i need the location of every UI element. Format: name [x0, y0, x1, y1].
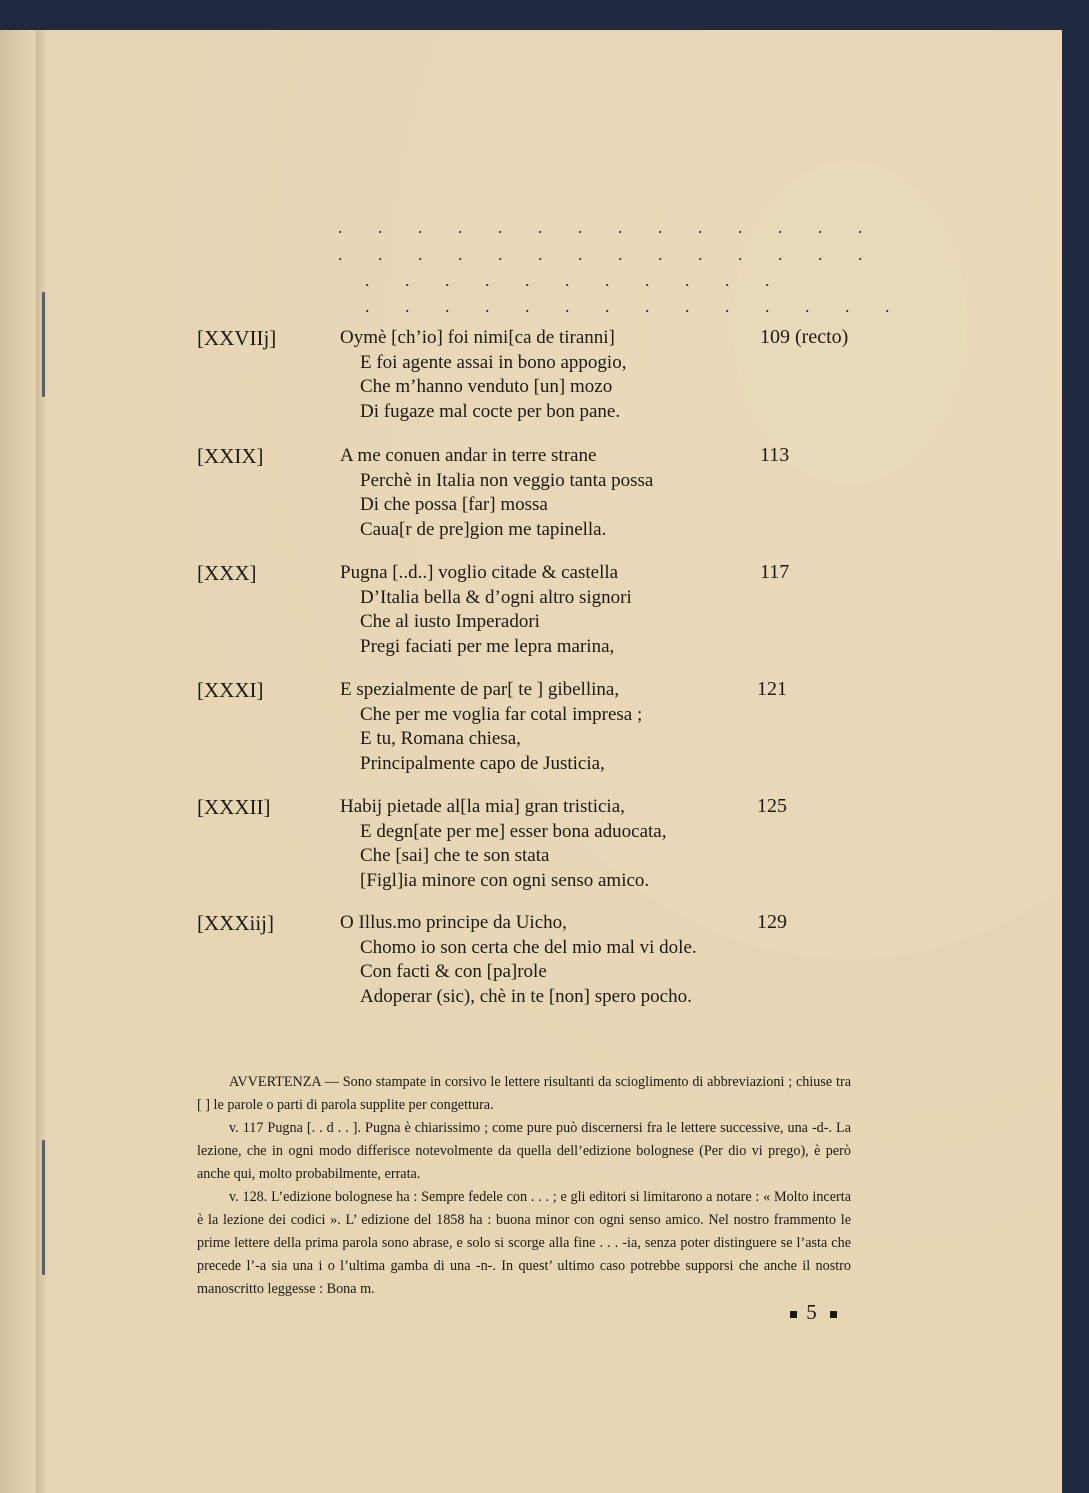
- verse-line: Oymè [ch’io] foi nimi[ca de tiranni]: [340, 327, 615, 348]
- verse-line: Che al iusto Imperadori: [360, 611, 540, 632]
- verse-number: 117: [760, 561, 790, 583]
- note-paragraph: v. 128. L’edizione bolognese ha : Sempre fedele con . . . ; e gli editori si limitarono a notare : « Molto incerta è la lezione dei codici ». L’ edizione del 1858 ha : buona minor con ogni senso amico. Nel nostro frammento le prime lettere della prima parola sono abrase, e solo si scorge alla fine . . . -ia, senza poter distinguere se l’asta che precede l’-a sia una i o l’ultima gamba di una -n-. In quest’ ultimo caso potrebbe supporsi che anche il nostro manoscritto leggesse : Bona m.: [197, 1189, 851, 1297]
- verse-line: Chomo io son certa che del mio mal vi dole.: [360, 936, 697, 958]
- verse-line: [Figl]ia minore con ogni senso amico.: [360, 869, 650, 891]
- verse-line: Che [sai] che te son stata: [360, 845, 550, 866]
- stanza-number: [XXVIIj]: [197, 326, 277, 350]
- verse-line: E foi agente assai in bono appogio,: [360, 351, 627, 373]
- stanza-lines: [340, 678, 642, 776]
- binding-staple-bottom: [42, 1140, 45, 1275]
- stanza-number: [XXIX]: [197, 444, 264, 468]
- stanza-lines: [340, 444, 653, 542]
- verse-line: Di fugaze mal cocte per bon pane.: [360, 400, 621, 422]
- verse-line: D’Italia bella & d’ogni altro signori: [360, 586, 632, 608]
- verse-line: E tu, Romana chiesa,: [360, 728, 521, 749]
- verse-line: Caua[r de pre]gion me tapinella.: [360, 518, 607, 540]
- verse-number: 121: [757, 678, 787, 700]
- verse-line: E degn[ate per me] esser bona aduocata,: [360, 820, 667, 842]
- verse-line: Che per me voglia far cotal impresa ;: [360, 703, 643, 725]
- verse-number: 113: [760, 444, 790, 466]
- stanza-lines: [340, 326, 626, 424]
- verse-line: A me conuen andar in terre strane: [340, 445, 597, 466]
- stanza-number: [XXXII]: [197, 795, 271, 819]
- verse-line: Con facti & con [pa]role: [360, 961, 547, 982]
- verse-number: 125: [757, 795, 787, 817]
- ellipsis-row: . . . . . . . . . . .: [365, 270, 785, 290]
- verse-line: O Illus.mo principe da Uicho,: [340, 912, 567, 933]
- note-paragraph: AVVERTENZA — Sono stampate in corsivo le lettere risultanti da scioglimento di abbreviazioni ; chiuse tra [ ] le parole o parti di parola supplite per congettura.: [197, 1074, 851, 1113]
- stanza-number: [XXX]: [197, 561, 257, 585]
- verse-line: Adoperar (sic), chè in te [non] spero pocho.: [360, 985, 692, 1007]
- verse-number: 109 (recto): [760, 326, 849, 348]
- square-bullet-icon: [830, 1311, 837, 1318]
- page-number-text: 5: [806, 1300, 821, 1324]
- stanza-number: [XXXI]: [197, 678, 264, 702]
- page-number: [790, 1300, 837, 1325]
- stanza-lines: [340, 795, 667, 893]
- note-paragraph: v. 117 Pugna [. . d . . ]. Pugna è chiarissimo ; come pure può discernersi fra le lettere successive, una -d-. La lezione, che in ogni modo differisce notevolmente da quella dell’edizione bolognese (Per dio vi prego), è però anche qui, molto probabilmente, errata.: [197, 1120, 851, 1182]
- verse-line: Che m’hanno venduto [un] mozo: [360, 376, 613, 397]
- verse-line: Habij pietade al[la mia] gran tristicia,: [340, 796, 625, 817]
- verse-line: E spezialmente de par[ te ] gibellina,: [340, 679, 620, 700]
- verse-line: Principalmente capo de Justicia,: [360, 752, 605, 774]
- stanza-lines: [340, 561, 632, 659]
- binding-staple-top: [42, 292, 45, 397]
- ellipsis-row: . . . . . . . . . . . . . .: [365, 296, 905, 316]
- verse-line: Di che possa [far] mossa: [360, 494, 548, 515]
- ellipsis-row: . . . . . . . . . . . . . .: [338, 244, 878, 264]
- book-page: [0, 30, 1062, 1493]
- editorial-notes: [197, 1071, 851, 1301]
- verse-line: Pugna [..d..] voglio citade & castella: [340, 562, 619, 583]
- stanza-lines: [340, 911, 697, 1009]
- ellipsis-row: . . . . . . . . . . . . . .: [338, 217, 878, 237]
- stanza-number: [XXXiij]: [197, 911, 274, 935]
- verse-line: Pregi faciati per me lepra marina,: [360, 635, 615, 657]
- verse-number: 129: [757, 911, 787, 933]
- verse-line: Perchè in Italia non veggio tanta possa: [360, 469, 654, 491]
- square-bullet-icon: [790, 1311, 797, 1318]
